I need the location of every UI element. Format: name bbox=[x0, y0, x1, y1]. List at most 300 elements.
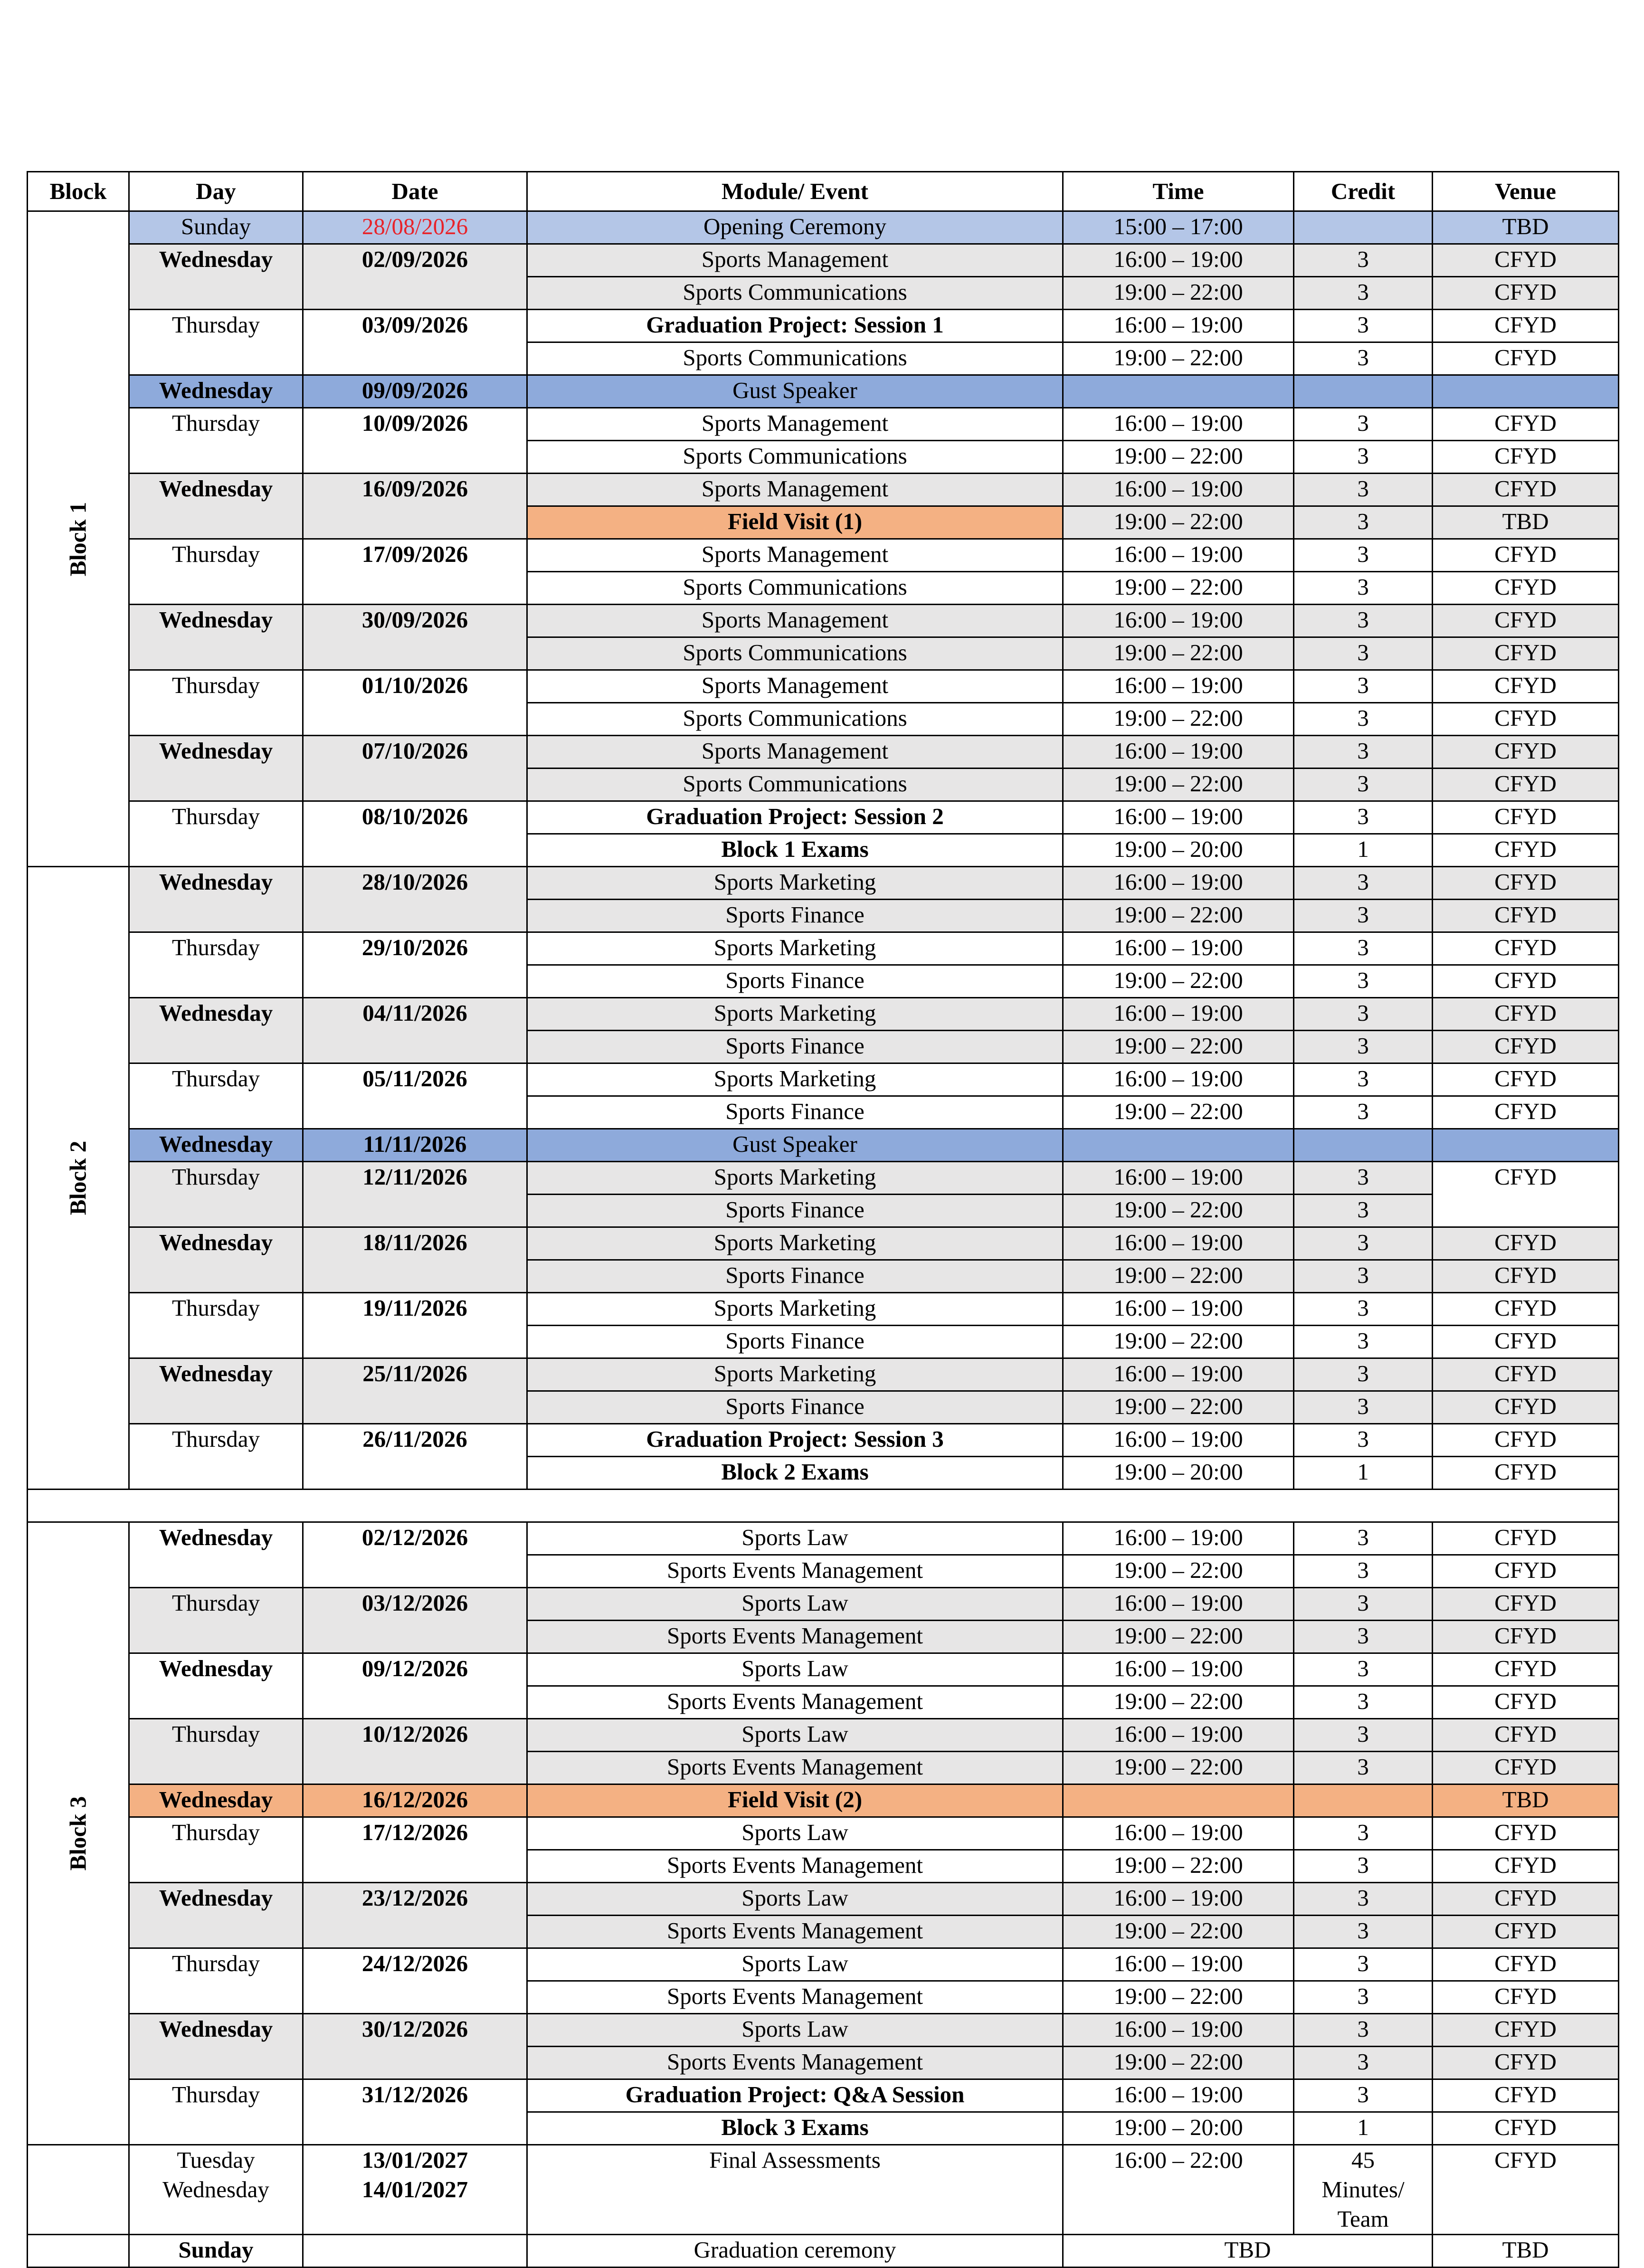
date-cell: 03/12/2026 bbox=[303, 1588, 527, 1653]
time-cell: 16:00 – 19:00 bbox=[1063, 1293, 1294, 1326]
credit-cell: 1 bbox=[1294, 1457, 1433, 1490]
module-cell: Sports Marketing bbox=[527, 867, 1063, 900]
time-cell: 19:00 – 22:00 bbox=[1063, 1981, 1294, 2014]
module-cell: Sports Communications bbox=[527, 342, 1063, 375]
venue-cell: CFYD bbox=[1433, 998, 1619, 1031]
time-cell: 16:00 – 19:00 bbox=[1063, 1653, 1294, 1686]
table-row bbox=[28, 1883, 1619, 1916]
credit-cell: 3 bbox=[1294, 1653, 1433, 1686]
time-cell: 19:00 – 22:00 bbox=[1063, 1195, 1294, 1227]
credit-cell bbox=[1294, 1129, 1433, 1162]
date-cell: 19/11/2026 bbox=[303, 1293, 527, 1358]
date-cell: 07/10/2026 bbox=[303, 736, 527, 801]
venue-cell: CFYD bbox=[1433, 605, 1619, 637]
module-cell: Sports Law bbox=[527, 1653, 1063, 1686]
module-cell: Sports Management bbox=[527, 605, 1063, 637]
day-cell bbox=[129, 2145, 303, 2235]
day-cell: Thursday bbox=[129, 408, 303, 474]
venue-cell: CFYD bbox=[1433, 1817, 1619, 1850]
module-cell: Sports Communications bbox=[527, 637, 1063, 670]
time-cell: 19:00 – 22:00 bbox=[1063, 900, 1294, 932]
time-cell: 19:00 – 22:00 bbox=[1063, 1916, 1294, 1948]
venue-cell: CFYD bbox=[1433, 1326, 1619, 1358]
module-cell: Sports Finance bbox=[527, 900, 1063, 932]
credit-cell: 3 bbox=[1294, 998, 1433, 1031]
time-cell: 19:00 – 22:00 bbox=[1063, 1260, 1294, 1293]
day-cell: Wednesday bbox=[129, 474, 303, 539]
time-cell: 16:00 – 19:00 bbox=[1063, 310, 1294, 342]
module-cell: Sports Law bbox=[527, 2014, 1063, 2047]
day-cell: Thursday bbox=[129, 1162, 303, 1227]
day-cell: Wednesday bbox=[129, 244, 303, 310]
venue-cell: CFYD bbox=[1433, 703, 1619, 736]
day-cell: Wednesday bbox=[129, 2014, 303, 2079]
date-cell: 11/11/2026 bbox=[303, 1129, 527, 1162]
venue-cell: CFYD bbox=[1433, 769, 1619, 801]
block-cell bbox=[28, 867, 129, 1490]
date-cell: 02/12/2026 bbox=[303, 1522, 527, 1588]
header-day: Day bbox=[129, 172, 303, 211]
time-cell: 19:00 – 20:00 bbox=[1063, 2112, 1294, 2145]
module-cell: Sports Events Management bbox=[527, 1981, 1063, 2014]
day-cell: Thursday bbox=[129, 1817, 303, 1883]
credit-cell: 1 bbox=[1294, 834, 1433, 867]
module-cell: Sports Communications bbox=[527, 441, 1063, 474]
module-cell: Sports Marketing bbox=[527, 932, 1063, 965]
credit-cell: 3 bbox=[1294, 1227, 1433, 1260]
table-row bbox=[28, 1948, 1619, 1981]
module-cell: Sports Finance bbox=[527, 1096, 1063, 1129]
table-row bbox=[28, 801, 1619, 834]
credit-cell: 3 bbox=[1294, 1293, 1433, 1326]
venue-cell: CFYD bbox=[1433, 1555, 1619, 1588]
module-cell: Sports Events Management bbox=[527, 1916, 1063, 1948]
module-cell: Sports Management bbox=[527, 474, 1063, 506]
time-cell bbox=[1063, 1784, 1294, 1817]
time-cell: 19:00 – 22:00 bbox=[1063, 2047, 1294, 2079]
venue-cell: CFYD bbox=[1433, 932, 1619, 965]
time-cell: 16:00 – 19:00 bbox=[1063, 998, 1294, 1031]
venue-cell: CFYD bbox=[1433, 637, 1619, 670]
credit-cell: 3 bbox=[1294, 1850, 1433, 1883]
date-cell: 28/10/2026 bbox=[303, 867, 527, 932]
venue-cell: CFYD bbox=[1433, 1588, 1619, 1621]
module-cell: Sports Law bbox=[527, 1522, 1063, 1555]
credit-cell: 3 bbox=[1294, 1817, 1433, 1850]
day-cell: Thursday bbox=[129, 2079, 303, 2145]
time-cell: 16:00 – 19:00 bbox=[1063, 244, 1294, 277]
module-cell: Sports Law bbox=[527, 1719, 1063, 1752]
module-cell: Sports Finance bbox=[527, 1260, 1063, 1293]
table-row bbox=[28, 1653, 1619, 1686]
time-cell: 19:00 – 20:00 bbox=[1063, 834, 1294, 867]
header-venue: Venue bbox=[1433, 172, 1619, 211]
module-cell: Graduation Project: Session 3 bbox=[527, 1424, 1063, 1457]
module-cell: Sports Marketing bbox=[527, 998, 1063, 1031]
venue-cell: CFYD bbox=[1433, 1260, 1619, 1293]
time-cell: 16:00 – 19:00 bbox=[1063, 605, 1294, 637]
table-row bbox=[28, 1817, 1619, 1850]
date-cell: 10/12/2026 bbox=[303, 1719, 527, 1784]
time-cell: 16:00 – 19:00 bbox=[1063, 1227, 1294, 1260]
table-row bbox=[28, 1063, 1619, 1096]
time-cell: 19:00 – 22:00 bbox=[1063, 572, 1294, 605]
venue-cell: TBD bbox=[1433, 2235, 1619, 2268]
time-cell: 16:00 – 19:00 bbox=[1063, 1358, 1294, 1391]
day-cell: Thursday bbox=[129, 1948, 303, 2014]
table-row bbox=[28, 474, 1619, 506]
date-cell: 09/09/2026 bbox=[303, 375, 527, 408]
table-row bbox=[28, 539, 1619, 572]
date-cell: 12/11/2026 bbox=[303, 1162, 527, 1227]
time-cell: 16:00 – 19:00 bbox=[1063, 1719, 1294, 1752]
module-cell: Gust Speaker bbox=[527, 375, 1063, 408]
block-cell-empty bbox=[28, 2145, 129, 2235]
credit-cell: 3 bbox=[1294, 769, 1433, 801]
module-cell: Sports Marketing bbox=[527, 1358, 1063, 1391]
module-cell: Sports Communications bbox=[527, 572, 1063, 605]
block-label: Block 2 bbox=[65, 1140, 91, 1215]
day-line: Wednesday bbox=[162, 2176, 269, 2202]
venue-cell bbox=[1433, 1129, 1619, 1162]
header-block: Block bbox=[28, 172, 129, 211]
day-cell: Sunday bbox=[129, 2235, 303, 2268]
venue-cell: CFYD bbox=[1433, 1031, 1619, 1063]
time-cell: 19:00 – 22:00 bbox=[1063, 277, 1294, 310]
header-credit: Credit bbox=[1294, 172, 1433, 211]
schedule-body bbox=[28, 211, 1619, 2268]
table-row bbox=[28, 1424, 1619, 1457]
credit-cell: 3 bbox=[1294, 1358, 1433, 1391]
day-cell: Wednesday bbox=[129, 1129, 303, 1162]
time-cell: 19:00 – 22:00 bbox=[1063, 1391, 1294, 1424]
day-cell: Thursday bbox=[129, 310, 303, 375]
table-row bbox=[28, 408, 1619, 441]
date-cell: 30/09/2026 bbox=[303, 605, 527, 670]
venue-cell: CFYD bbox=[1433, 277, 1619, 310]
time-cell: 16:00 – 19:00 bbox=[1063, 670, 1294, 703]
time-cell: 16:00 – 19:00 bbox=[1063, 1424, 1294, 1457]
module-cell: Sports Marketing bbox=[527, 1227, 1063, 1260]
date-cell: 23/12/2026 bbox=[303, 1883, 527, 1948]
credit-cell: 3 bbox=[1294, 1522, 1433, 1555]
venue-cell: CFYD bbox=[1433, 1227, 1619, 1260]
time-cell: 16:00 – 19:00 bbox=[1063, 474, 1294, 506]
time-cell bbox=[1063, 1129, 1294, 1162]
time-cell: 19:00 – 22:00 bbox=[1063, 506, 1294, 539]
venue-cell: CFYD bbox=[1433, 1391, 1619, 1424]
credit-cell: 3 bbox=[1294, 1555, 1433, 1588]
time-cell: 16:00 – 19:00 bbox=[1063, 1883, 1294, 1916]
day-cell: Wednesday bbox=[129, 1358, 303, 1424]
credit-cell: 3 bbox=[1294, 867, 1433, 900]
time-cell: 16:00 – 19:00 bbox=[1063, 1063, 1294, 1096]
date-cell: 28/08/2026 bbox=[303, 211, 527, 244]
module-cell: Sports Law bbox=[527, 1588, 1063, 1621]
time-cell: 16:00 – 19:00 bbox=[1063, 2079, 1294, 2112]
module-cell: Sports Events Management bbox=[527, 1752, 1063, 1784]
date-line: 13/01/2027 bbox=[361, 2147, 468, 2173]
module-cell: Sports Marketing bbox=[527, 1293, 1063, 1326]
venue-cell: CFYD bbox=[1433, 2014, 1619, 2047]
table-row bbox=[28, 1129, 1619, 1162]
module-cell: Field Visit (1) bbox=[527, 506, 1063, 539]
time-cell: 16:00 – 19:00 bbox=[1063, 1588, 1294, 1621]
time-cell: 19:00 – 22:00 bbox=[1063, 1686, 1294, 1719]
module-cell: Sports Management bbox=[527, 408, 1063, 441]
table-row bbox=[28, 998, 1619, 1031]
time-cell: 19:00 – 22:00 bbox=[1063, 1096, 1294, 1129]
module-cell: Sports Marketing bbox=[527, 1162, 1063, 1195]
time-cell: 19:00 – 20:00 bbox=[1063, 1457, 1294, 1490]
date-cell: 16/12/2026 bbox=[303, 1784, 527, 1817]
header-date: Date bbox=[303, 172, 527, 211]
module-cell: Sports Events Management bbox=[527, 1850, 1063, 1883]
credit-cell: 3 bbox=[1294, 1096, 1433, 1129]
credit-cell: 3 bbox=[1294, 1752, 1433, 1784]
day-cell: Thursday bbox=[129, 1063, 303, 1129]
credit-cell: 45 Minutes/ Team bbox=[1294, 2145, 1433, 2235]
time-cell: 16:00 – 19:00 bbox=[1063, 1162, 1294, 1195]
module-cell: Graduation Project: Session 1 bbox=[527, 310, 1063, 342]
module-cell: Sports Communications bbox=[527, 703, 1063, 736]
venue-cell: CFYD bbox=[1433, 1686, 1619, 1719]
credit-cell: 3 bbox=[1294, 1424, 1433, 1457]
day-cell: Wednesday bbox=[129, 605, 303, 670]
venue-cell: CFYD bbox=[1433, 539, 1619, 572]
table-row bbox=[28, 2079, 1619, 2112]
credit-cell: 3 bbox=[1294, 1948, 1433, 1981]
day-cell: Wednesday bbox=[129, 736, 303, 801]
date-cell: 18/11/2026 bbox=[303, 1227, 527, 1293]
venue-cell: CFYD bbox=[1433, 1981, 1619, 2014]
venue-cell: CFYD bbox=[1433, 2079, 1619, 2112]
module-cell: Sports Management bbox=[527, 539, 1063, 572]
module-cell: Graduation Project: Session 2 bbox=[527, 801, 1063, 834]
module-cell: Sports Events Management bbox=[527, 1686, 1063, 1719]
date-cell: 04/11/2026 bbox=[303, 998, 527, 1063]
date-cell: 31/12/2026 bbox=[303, 2079, 527, 2145]
module-cell: Field Visit (2) bbox=[527, 1784, 1063, 1817]
venue-cell: CFYD bbox=[1433, 441, 1619, 474]
module-cell: Final Assessments bbox=[527, 2145, 1063, 2235]
table-row bbox=[28, 1522, 1619, 1555]
module-cell: Sports Management bbox=[527, 736, 1063, 769]
block-label: Block 1 bbox=[65, 502, 91, 576]
time-cell: 19:00 – 22:00 bbox=[1063, 1621, 1294, 1653]
date-cell: 05/11/2026 bbox=[303, 1063, 527, 1129]
time-cell: 19:00 – 22:00 bbox=[1063, 342, 1294, 375]
credit-cell: 3 bbox=[1294, 1588, 1433, 1621]
date-cell: 08/10/2026 bbox=[303, 801, 527, 867]
venue-cell: CFYD bbox=[1433, 1424, 1619, 1457]
venue-cell: CFYD bbox=[1433, 1358, 1619, 1391]
credit-cell bbox=[1294, 1784, 1433, 1817]
day-cell: Thursday bbox=[129, 801, 303, 867]
time-cell: 19:00 – 22:00 bbox=[1063, 1555, 1294, 1588]
module-cell: Sports Finance bbox=[527, 1195, 1063, 1227]
table-row bbox=[28, 2014, 1619, 2047]
table-row bbox=[28, 1358, 1619, 1391]
credit-cell: 3 bbox=[1294, 1195, 1433, 1227]
credit-cell: 3 bbox=[1294, 1883, 1433, 1916]
credit-cell: 3 bbox=[1294, 637, 1433, 670]
date-cell: 16/09/2026 bbox=[303, 474, 527, 539]
header-time: Time bbox=[1063, 172, 1294, 211]
venue-cell: CFYD bbox=[1433, 801, 1619, 834]
day-line: Tuesday bbox=[177, 2147, 255, 2173]
time-cell: 16:00 – 19:00 bbox=[1063, 1522, 1294, 1555]
table-row bbox=[28, 1162, 1619, 1195]
venue-cell: CFYD bbox=[1433, 2112, 1619, 2145]
date-cell bbox=[303, 2145, 527, 2235]
header-row bbox=[28, 172, 1619, 211]
table-row bbox=[28, 211, 1619, 244]
credit-cell: 3 bbox=[1294, 1162, 1433, 1195]
credit-cell: 3 bbox=[1294, 1031, 1433, 1063]
time-cell: 16:00 – 19:00 bbox=[1063, 801, 1294, 834]
table-row bbox=[28, 1293, 1619, 1326]
time-cell: 19:00 – 22:00 bbox=[1063, 703, 1294, 736]
venue-cell: CFYD bbox=[1433, 2145, 1619, 2235]
credit-cell: 3 bbox=[1294, 408, 1433, 441]
venue-cell: CFYD bbox=[1433, 1916, 1619, 1948]
credit-cell: 3 bbox=[1294, 1719, 1433, 1752]
date-cell: 01/10/2026 bbox=[303, 670, 527, 736]
module-cell: Sports Communications bbox=[527, 277, 1063, 310]
module-cell: Sports Finance bbox=[527, 1326, 1063, 1358]
venue-cell: CFYD bbox=[1433, 342, 1619, 375]
time-cell: 16:00 – 19:00 bbox=[1063, 736, 1294, 769]
module-cell: Graduation ceremony bbox=[527, 2235, 1063, 2268]
venue-cell: CFYD bbox=[1433, 1752, 1619, 1784]
graduation-row bbox=[28, 2235, 1619, 2268]
venue-cell: CFYD bbox=[1433, 670, 1619, 703]
day-cell: Thursday bbox=[129, 539, 303, 605]
module-cell: Sports Finance bbox=[527, 1031, 1063, 1063]
date-line: 14/01/2027 bbox=[361, 2176, 468, 2202]
time-cell: 19:00 – 22:00 bbox=[1063, 637, 1294, 670]
time-cell: 19:00 – 22:00 bbox=[1063, 965, 1294, 998]
credit-cell: 3 bbox=[1294, 703, 1433, 736]
venue-cell: CFYD bbox=[1433, 867, 1619, 900]
day-cell: Thursday bbox=[129, 1293, 303, 1358]
credit-cell: 3 bbox=[1294, 342, 1433, 375]
venue-cell: CFYD bbox=[1433, 900, 1619, 932]
credit-cell: 3 bbox=[1294, 572, 1433, 605]
block-label: Block 3 bbox=[65, 1796, 91, 1871]
venue-cell: CFYD bbox=[1433, 1883, 1619, 1916]
date-cell bbox=[303, 2235, 527, 2268]
credit-cell bbox=[1294, 211, 1433, 244]
credit-cell: 3 bbox=[1294, 1686, 1433, 1719]
module-cell: Sports Management bbox=[527, 244, 1063, 277]
table-row bbox=[28, 1227, 1619, 1260]
time-cell: 16:00 – 19:00 bbox=[1063, 539, 1294, 572]
time-cell: 16:00 – 19:00 bbox=[1063, 1948, 1294, 1981]
date-cell: 29/10/2026 bbox=[303, 932, 527, 998]
day-cell: Thursday bbox=[129, 1424, 303, 1490]
header-module: Module/ Event bbox=[527, 172, 1063, 211]
day-cell: Wednesday bbox=[129, 375, 303, 408]
time-cell: 15:00 – 17:00 bbox=[1063, 211, 1294, 244]
table-row bbox=[28, 932, 1619, 965]
credit-cell: 3 bbox=[1294, 932, 1433, 965]
time-cell: 19:00 – 22:00 bbox=[1063, 1752, 1294, 1784]
credit-cell: 3 bbox=[1294, 736, 1433, 769]
venue-cell: CFYD bbox=[1433, 244, 1619, 277]
credit-cell: 3 bbox=[1294, 1063, 1433, 1096]
date-cell: 30/12/2026 bbox=[303, 2014, 527, 2079]
venue-cell: CFYD bbox=[1433, 474, 1619, 506]
venue-cell: CFYD bbox=[1433, 1653, 1619, 1686]
date-cell: 24/12/2026 bbox=[303, 1948, 527, 2014]
time-cell: 16:00 – 19:00 bbox=[1063, 932, 1294, 965]
time-cell bbox=[1063, 375, 1294, 408]
venue-cell: CFYD bbox=[1433, 1162, 1619, 1227]
credit-cell: 3 bbox=[1294, 605, 1433, 637]
table-row bbox=[28, 670, 1619, 703]
credit-cell: 3 bbox=[1294, 277, 1433, 310]
date-cell: 17/12/2026 bbox=[303, 1817, 527, 1883]
block-cell bbox=[28, 1522, 129, 2145]
venue-cell: CFYD bbox=[1433, 310, 1619, 342]
venue-cell bbox=[1433, 375, 1619, 408]
module-cell: Sports Events Management bbox=[527, 2047, 1063, 2079]
spacer-cell bbox=[28, 1490, 1619, 1522]
table-row bbox=[28, 605, 1619, 637]
schedule-table bbox=[27, 171, 1619, 2268]
credit-cell: 3 bbox=[1294, 965, 1433, 998]
venue-cell: CFYD bbox=[1433, 1522, 1619, 1555]
table-row bbox=[28, 1784, 1619, 1817]
spacer-row bbox=[28, 1490, 1619, 1522]
day-cell: Wednesday bbox=[129, 1653, 303, 1719]
venue-cell: CFYD bbox=[1433, 1293, 1619, 1326]
table-row bbox=[28, 310, 1619, 342]
day-cell: Wednesday bbox=[129, 1227, 303, 1293]
module-cell: Sports Events Management bbox=[527, 1621, 1063, 1653]
credit-cell: 3 bbox=[1294, 900, 1433, 932]
venue-cell: CFYD bbox=[1433, 1850, 1619, 1883]
block-cell-empty bbox=[28, 2235, 129, 2268]
credit-cell: 3 bbox=[1294, 801, 1433, 834]
date-cell: 26/11/2026 bbox=[303, 1424, 527, 1490]
credit-cell: 3 bbox=[1294, 1621, 1433, 1653]
module-cell: Sports Law bbox=[527, 1948, 1063, 1981]
time-cell: 19:00 – 22:00 bbox=[1063, 441, 1294, 474]
day-cell: Wednesday bbox=[129, 867, 303, 932]
module-cell: Opening Ceremony bbox=[527, 211, 1063, 244]
credit-cell: 3 bbox=[1294, 1260, 1433, 1293]
date-cell: 10/09/2026 bbox=[303, 408, 527, 474]
module-cell: Sports Finance bbox=[527, 965, 1063, 998]
credit-cell: 3 bbox=[1294, 506, 1433, 539]
venue-cell: CFYD bbox=[1433, 1719, 1619, 1752]
credit-cell: 3 bbox=[1294, 441, 1433, 474]
time-cell: 16:00 – 19:00 bbox=[1063, 408, 1294, 441]
venue-cell: CFYD bbox=[1433, 834, 1619, 867]
module-cell: Block 3 Exams bbox=[527, 2112, 1063, 2145]
module-cell: Block 2 Exams bbox=[527, 1457, 1063, 1490]
credit-cell: 3 bbox=[1294, 670, 1433, 703]
time-cell: 16:00 – 19:00 bbox=[1063, 867, 1294, 900]
venue-cell: TBD bbox=[1433, 506, 1619, 539]
day-cell: Thursday bbox=[129, 1588, 303, 1653]
venue-cell: CFYD bbox=[1433, 408, 1619, 441]
day-cell: Wednesday bbox=[129, 1522, 303, 1588]
time-cell: 19:00 – 22:00 bbox=[1063, 1326, 1294, 1358]
